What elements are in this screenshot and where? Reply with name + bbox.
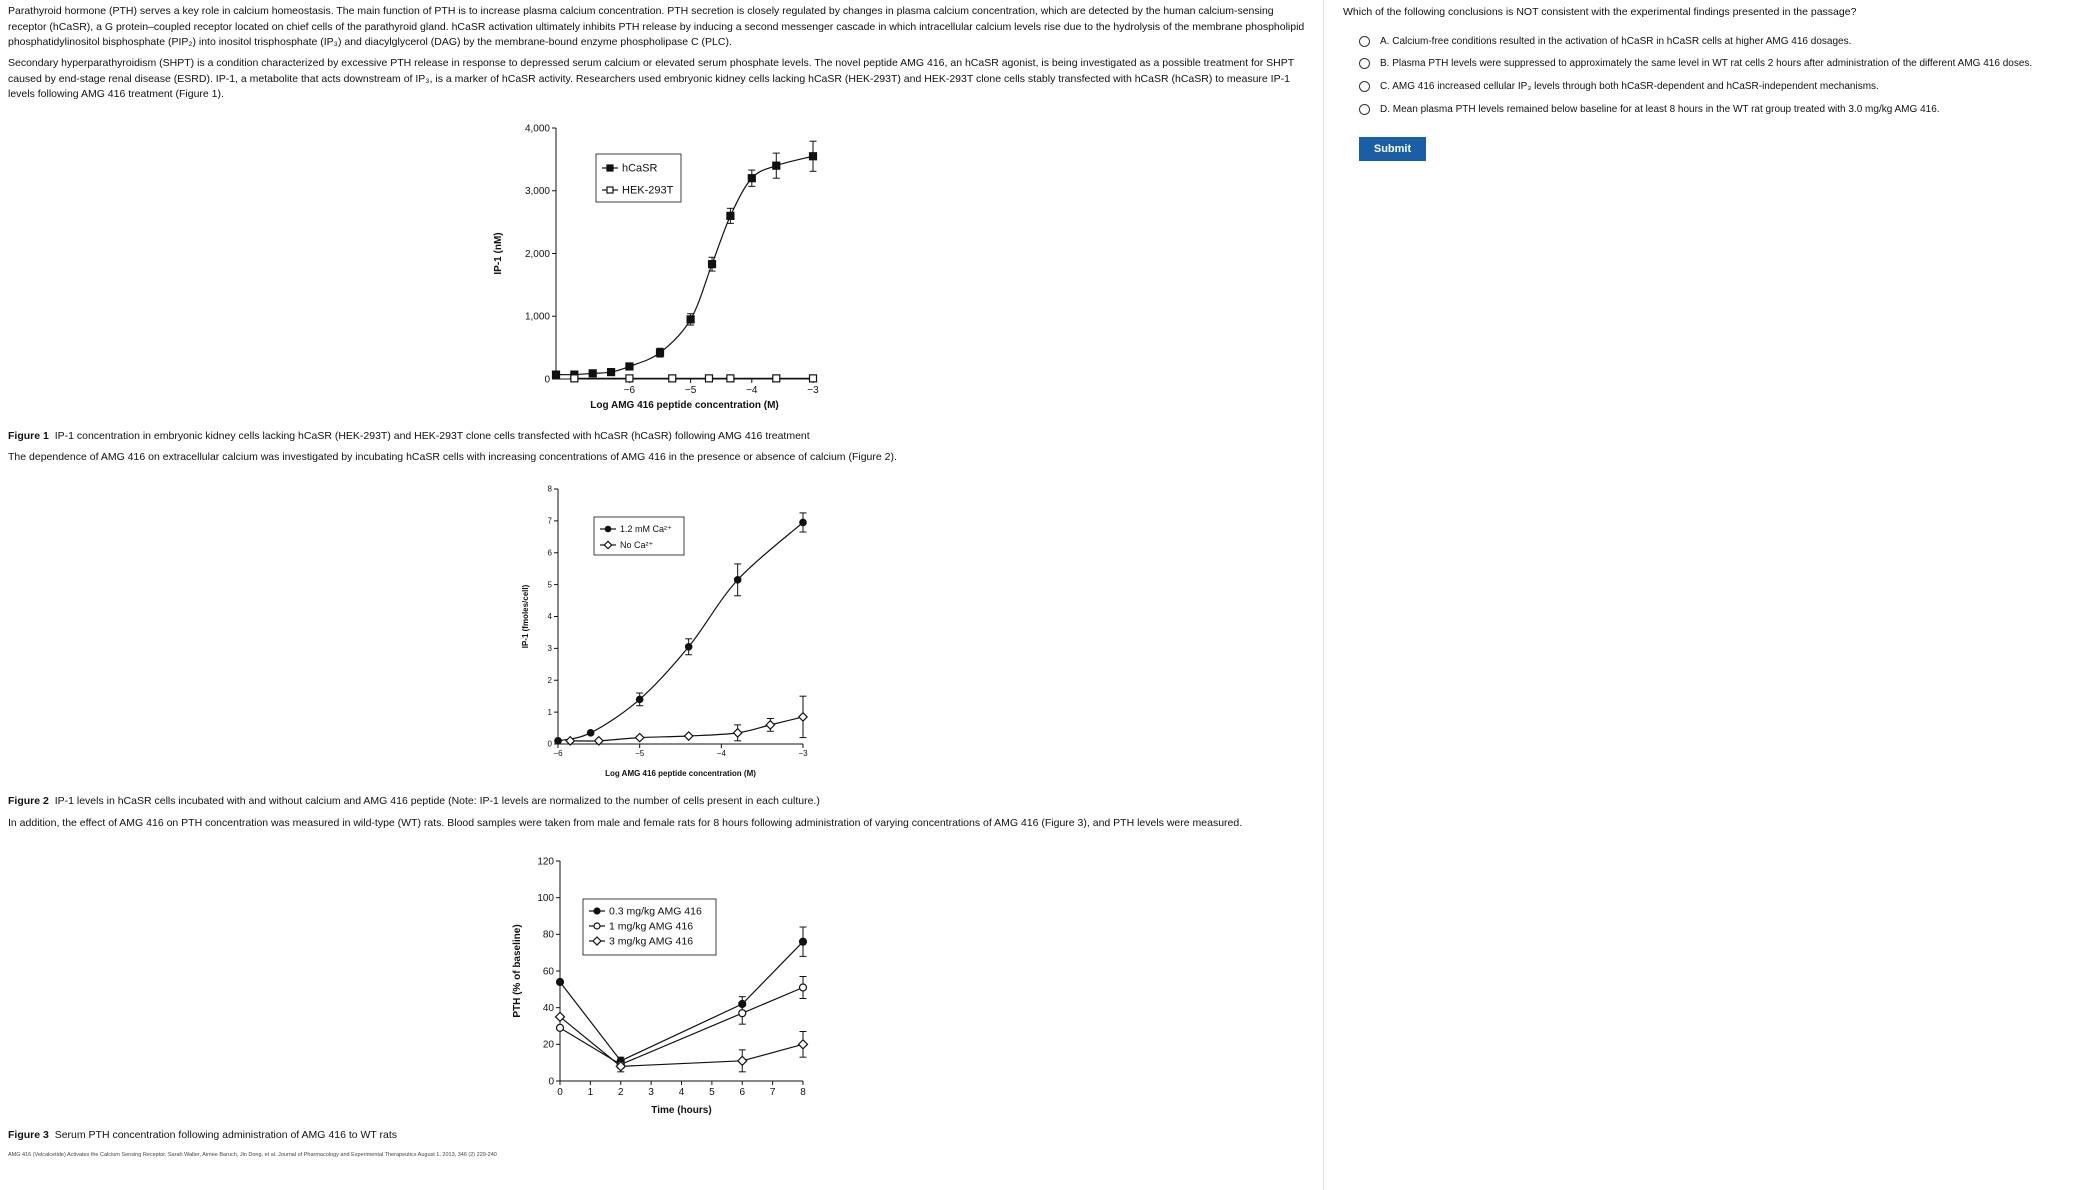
answer-option-a-label: A. Calcium-free conditions resulted in the activation of hCaSR in hCaSR cells at higher AMG 416 dosages. bbox=[1380, 36, 1852, 47]
y-tick-label: 1,000 bbox=[524, 311, 550, 323]
data-point bbox=[557, 979, 564, 986]
y-axis-label: IP-1 (fmoles/cell) bbox=[521, 584, 530, 649]
data-point bbox=[587, 730, 593, 736]
legend-marker bbox=[594, 908, 600, 914]
y-axis-label: IP-1 (nM) bbox=[493, 232, 504, 275]
y-tick-label: 6 bbox=[547, 548, 552, 558]
x-tick-label: −3 bbox=[807, 385, 819, 396]
data-point bbox=[571, 375, 578, 382]
figure-3-caption bbox=[8, 1129, 397, 1141]
y-tick-label: 8 bbox=[547, 484, 552, 494]
legend-marker bbox=[607, 187, 613, 193]
answer-option-c[interactable] bbox=[1359, 81, 1879, 92]
passage-paragraph-4: In addition, the effect of AMG 416 on PTH concentration was measured in wild-type (WT) rats. Blood samples were taken from male and female rats for 8 hours following administration of varying concentrations of AMG 416 (Figure 3), and PTH levels were measured. bbox=[8, 817, 1243, 829]
answer-option-c-label: C. AMG 416 increased cellular IP₃ levels through both hCaSR-dependent and hCaSR-independent mechanisms. bbox=[1380, 81, 1879, 92]
data-point bbox=[748, 175, 755, 182]
data-point bbox=[799, 713, 807, 721]
data-point bbox=[766, 721, 774, 729]
data-point bbox=[739, 1010, 746, 1017]
data-point bbox=[810, 375, 817, 382]
y-tick-label: 40 bbox=[542, 1003, 554, 1014]
legend-label: No Ca²⁺ bbox=[620, 540, 654, 550]
submit-button[interactable]: Submit bbox=[1359, 137, 1426, 161]
answer-option-a[interactable] bbox=[1359, 36, 1851, 47]
data-point bbox=[799, 1040, 808, 1049]
y-tick-label: 100 bbox=[537, 893, 554, 904]
passage-paragraph-1: Parathyroid hormone (PTH) serves a key role in calcium homeostasis. The main function of PTH is to increase plasma calcium concentration. PTH secretion is closely regulated by changes in plasma calcium concentration, which are detected by the human calcium-sensing receptor (hCaSR), a G protein–coupled receptor located on chief cells of the parathyroid gland. hCaSR activation ultimately inhibits PTH release by inducing a second messenger cascade in which intracellular calcium levels rise due to the hydrolysis of the membrane phospholipid phosphatidylinositol bisphosphate (PIP₂) into inositol trisphosphate (IP₃) and diacylglycerol (DAG) by the membrane-bound enzyme phospholipase C (PLC). bbox=[8, 5, 1305, 48]
data-point bbox=[800, 984, 807, 991]
data-point bbox=[705, 375, 712, 382]
figure-1-caption-text: IP-1 concentration in embryonic kidney cells lacking hCaSR (HEK-293T) and HEK-293T clone cells transfected with hCaSR (hCaSR) following AMG 416 treatment bbox=[54, 430, 810, 442]
y-tick-label: 5 bbox=[547, 580, 552, 590]
legend-marker bbox=[594, 923, 600, 929]
x-tick-label: 0 bbox=[557, 1087, 563, 1098]
answer-option-d[interactable] bbox=[1359, 104, 1940, 115]
x-tick-label: 6 bbox=[739, 1087, 746, 1098]
x-tick-label: 8 bbox=[800, 1087, 806, 1098]
series-line bbox=[556, 156, 813, 374]
x-tick-label: 1 bbox=[587, 1087, 594, 1098]
figure-3-chart bbox=[503, 849, 833, 1124]
x-axis-label: Log AMG 416 peptide concentration (M) bbox=[605, 769, 756, 778]
legend-label: hCaSR bbox=[622, 162, 658, 175]
legend-label: 1 mg/kg AMG 416 bbox=[609, 920, 694, 933]
legend-label: 1.2 mM Ca²⁺ bbox=[620, 524, 672, 534]
figure-2-caption-label: Figure 2 bbox=[8, 795, 49, 807]
y-tick-label: 2,000 bbox=[524, 248, 550, 260]
x-tick-label: −5 bbox=[635, 749, 645, 758]
data-point bbox=[773, 375, 780, 382]
answer-option-d-label: D. Mean plasma PTH levels remained below baseline for at least 8 hours in the WT rat group treated with 3.0 mg/kg AMG 416. bbox=[1380, 104, 1940, 115]
series-line bbox=[560, 942, 803, 1061]
legend-label: 3 mg/kg AMG 416 bbox=[609, 935, 694, 948]
y-axis-label: PTH (% of baseline) bbox=[512, 924, 523, 1018]
x-tick-label: −4 bbox=[716, 749, 726, 758]
data-point bbox=[553, 371, 560, 378]
y-tick-label: 4 bbox=[547, 612, 552, 622]
data-point bbox=[684, 732, 692, 740]
y-tick-label: 3,000 bbox=[524, 186, 550, 198]
y-tick-label: 60 bbox=[542, 966, 554, 978]
data-point bbox=[636, 696, 642, 702]
figure-2-caption-text: IP-1 levels in hCaSR cells incubated with and without calcium and AMG 416 peptide (Note: IP-1 levels are normalized to the number of cells present in each culture.) bbox=[54, 795, 820, 807]
passage-pane bbox=[8, 4, 1308, 1184]
y-tick-label: 120 bbox=[537, 856, 554, 868]
figure-2-chart bbox=[508, 479, 828, 789]
y-tick-label: 0 bbox=[547, 739, 552, 749]
answer-option-b[interactable] bbox=[1359, 58, 2032, 69]
x-tick-label: 7 bbox=[769, 1087, 776, 1098]
radio-a[interactable] bbox=[1359, 36, 1370, 47]
figure-3-caption-text: Serum PTH concentration following administration of AMG 416 to WT rats bbox=[54, 1129, 398, 1141]
x-tick-label: −6 bbox=[553, 749, 563, 758]
x-tick-label: 5 bbox=[709, 1087, 715, 1098]
data-point bbox=[557, 1024, 564, 1031]
legend-marker bbox=[607, 165, 613, 171]
figure-1-chart bbox=[488, 114, 848, 424]
y-tick-label: 3 bbox=[547, 644, 552, 654]
answer-option-b-label: B. Plasma PTH levels were suppressed to approximately the same level in WT rat cells 2 hours after administration of the different AMG 416 doses. bbox=[1380, 58, 2033, 69]
series-line bbox=[560, 988, 803, 1065]
data-point bbox=[709, 261, 716, 268]
y-tick-label: 80 bbox=[542, 929, 554, 941]
data-point bbox=[800, 938, 807, 945]
legend-label: 0.3 mg/kg AMG 416 bbox=[609, 905, 702, 918]
data-point bbox=[733, 729, 741, 737]
data-point bbox=[657, 349, 664, 356]
data-point bbox=[727, 212, 734, 219]
citation: AMG 416 (Velcalcetide) Activates the Calcium Sensing Receptor. Sarah Walter, Aimee Baruch, Jin Dong, et al. Journal of Pharmacology and Experimental Therapeutics August 1, 2013, 346 (2) 229-240 bbox=[8, 1152, 497, 1158]
data-point bbox=[773, 162, 780, 169]
data-point bbox=[810, 153, 817, 160]
legend-marker bbox=[605, 526, 610, 531]
x-tick-label: 2 bbox=[617, 1087, 624, 1098]
data-point bbox=[687, 316, 694, 323]
data-point bbox=[626, 363, 633, 370]
figure-1-caption-label: Figure 1 bbox=[8, 430, 49, 442]
radio-c[interactable] bbox=[1359, 81, 1370, 92]
data-point bbox=[734, 577, 740, 583]
data-point bbox=[635, 733, 643, 741]
x-axis-label: Log AMG 416 peptide concentration (M) bbox=[590, 400, 779, 411]
y-tick-label: 4,000 bbox=[524, 123, 550, 135]
pane-divider bbox=[1323, 0, 1324, 1190]
figure-1-caption bbox=[8, 430, 810, 442]
passage-paragraph-2: Secondary hyperparathyroidism (SHPT) is a condition characterized by excessive PTH release in response to depressed serum calcium or elevated serum phosphate levels. The novel peptide AMG 416, an hCaSR agonist, is being investigated as a possible treatment for SHPT caused by end-stage renal disease (ESRD). IP-1, a metabolite that acts downstream of IP₃, is a marker of hCaSR activity. Researchers used embryonic kidney cells lacking hCaSR (HEK-293T) and HEK-293T clone cells stably transfected with hCaSR (hCaSR) to measure IP-1 levels following AMG 416 treatment (Figure 1). bbox=[8, 57, 1294, 100]
data-point bbox=[589, 370, 596, 377]
x-tick-label: −6 bbox=[623, 385, 636, 396]
radio-b[interactable] bbox=[1359, 58, 1370, 69]
figure-3-caption-label: Figure 3 bbox=[8, 1129, 49, 1141]
y-tick-label: 2 bbox=[547, 675, 552, 685]
y-tick-label: 0 bbox=[548, 1076, 554, 1088]
series-line bbox=[560, 1017, 803, 1067]
question-pane bbox=[1343, 0, 2083, 1190]
figure-2-caption bbox=[8, 795, 820, 807]
legend-label: HEK-293T bbox=[622, 184, 674, 197]
x-tick-label: 4 bbox=[678, 1087, 685, 1098]
data-point bbox=[727, 375, 734, 382]
data-point bbox=[555, 738, 561, 744]
x-tick-label: −5 bbox=[684, 385, 697, 396]
y-tick-label: 20 bbox=[542, 1039, 554, 1051]
data-point bbox=[685, 644, 691, 650]
data-point bbox=[669, 375, 676, 382]
data-point bbox=[626, 375, 633, 382]
x-tick-label: 3 bbox=[648, 1087, 654, 1098]
x-tick-label: −3 bbox=[798, 749, 808, 758]
data-point bbox=[608, 369, 615, 376]
question-text: Which of the following conclusions is NOT consistent with the experimental findings presented in the passage? bbox=[1343, 6, 1857, 18]
y-tick-label: 1 bbox=[547, 707, 552, 717]
data-point bbox=[800, 519, 806, 525]
y-tick-label: 7 bbox=[547, 516, 552, 526]
passage-paragraph-3: The dependence of AMG 416 on extracellular calcium was investigated by incubating hCaSR cells with increasing concentrations of AMG 416 in the presence or absence of calcium (Figure 2). bbox=[8, 451, 897, 463]
radio-d[interactable] bbox=[1359, 104, 1370, 115]
data-point bbox=[738, 1056, 747, 1065]
x-tick-label: −4 bbox=[746, 385, 758, 396]
y-tick-label: 0 bbox=[544, 374, 550, 386]
x-axis-label: Time (hours) bbox=[651, 1105, 712, 1116]
